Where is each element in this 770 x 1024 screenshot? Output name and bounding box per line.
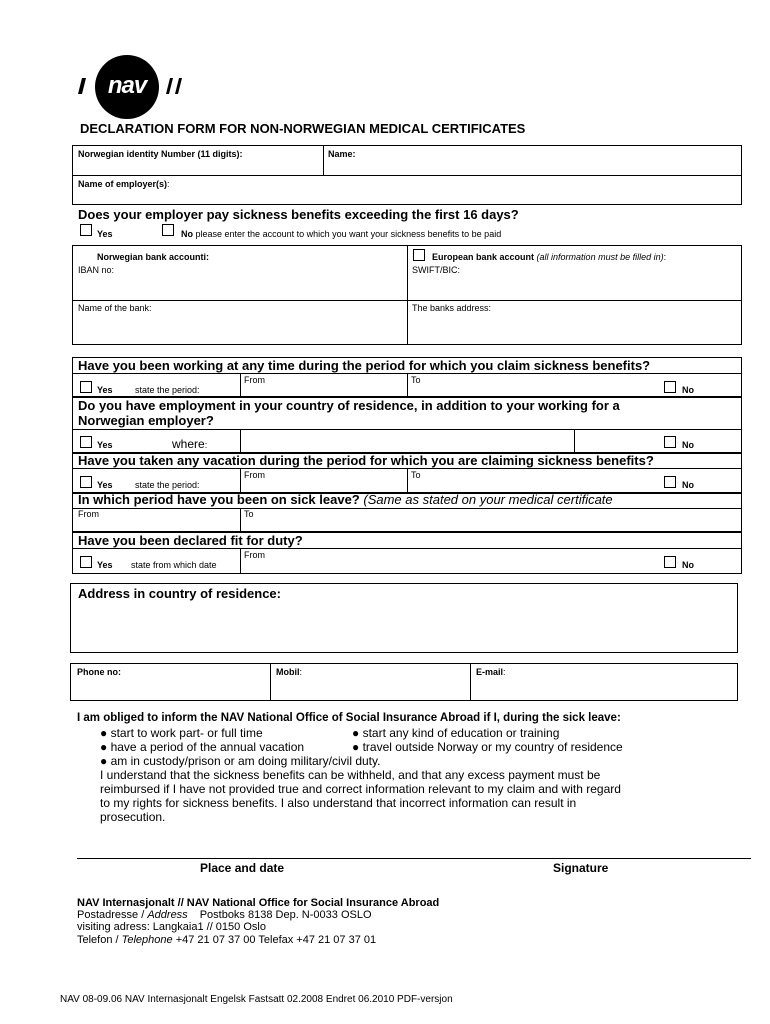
mobil-label: Mobil:	[276, 667, 303, 677]
footer-code: NAV 08-09.06 NAV Internasjonalt Engelsk Fastsatt 02.2008 Endret 06.2010 PDF-versjon	[60, 994, 453, 1005]
european-bank-label: European bank account (all information must be filled in):	[432, 252, 667, 262]
fit-state-label: state from which date	[131, 560, 217, 570]
obligation-text-1: I understand that the sickness benefits can be withheld, and that any excess payment must be	[100, 768, 601, 782]
obligation-bullet-4: ● travel outside Norway or my country of residence	[352, 740, 623, 754]
footer-phone: Telefon / Telephone +47 21 07 37 00 Telefax +47 21 07 37 01	[77, 934, 377, 946]
bank-name-field[interactable]	[73, 315, 406, 344]
working-from-field[interactable]	[241, 386, 406, 396]
sickleave-to-label: To	[244, 509, 254, 519]
norwegian-bank-label: Norwegian bank accounti:	[97, 252, 210, 262]
obligation-bullet-3: ● have a period of the annual vacation	[100, 740, 305, 754]
vacation-to-label: To	[411, 470, 421, 480]
working-to-label: To	[411, 375, 421, 385]
fit-no-checkbox[interactable]	[664, 556, 676, 568]
fit-from-field[interactable]	[241, 561, 656, 573]
swift-field[interactable]	[408, 277, 741, 299]
employment-yes-label: Yes	[97, 440, 113, 450]
sickleave-to-field[interactable]	[241, 520, 741, 531]
fit-no-label: No	[682, 560, 694, 570]
bank-name-label: Name of the bank:	[78, 303, 152, 313]
signature-line	[77, 858, 751, 859]
phone-label: Phone no:	[77, 667, 121, 677]
address-label: Address in country of residence:	[78, 586, 281, 601]
signature-label: Signature	[553, 861, 609, 875]
working-state-label: state the period:	[135, 385, 200, 395]
fit-from-label: From	[244, 550, 265, 560]
iban-label: IBAN no:	[78, 265, 115, 275]
employer-label: Name of employer(s):	[78, 179, 170, 189]
footer-org: NAV Internasjonalt // NAV National Office for Social Insurance Abroad	[77, 897, 440, 909]
working-yes-checkbox[interactable]	[80, 381, 92, 393]
vacation-no-label: No	[682, 480, 694, 490]
vacation-to-field[interactable]	[408, 481, 658, 491]
working-no-checkbox[interactable]	[664, 381, 676, 393]
nav-logo	[72, 50, 187, 125]
employment-where-field[interactable]	[241, 430, 573, 452]
vacation-yes-label: Yes	[97, 480, 113, 490]
obligation-text-3: to my rights for sickness benefits. I also understand that incorrect information can result in	[100, 796, 577, 810]
iban-field[interactable]	[73, 277, 406, 299]
vacation-no-checkbox[interactable]	[664, 476, 676, 488]
working-yes-label: Yes	[97, 385, 113, 395]
obligation-bullet-1: ● start to work part- or full time	[100, 726, 263, 740]
employment-question-line1: Do you have employment in your country of residence, in addition to your working for a	[78, 398, 620, 413]
bank-address-label: The banks address:	[412, 303, 492, 313]
sickpay-yes-label: Yes	[97, 229, 113, 239]
working-question: Have you been working at any time during the period for which you claim sickness benefits?	[78, 358, 651, 373]
vacation-from-field[interactable]	[241, 481, 406, 491]
bank-address-field[interactable]	[408, 315, 741, 344]
sickpay-question: Does your employer pay sickness benefits exceeding the first 16 days?	[78, 207, 519, 222]
phone-field[interactable]	[71, 680, 269, 700]
email-field[interactable]	[471, 680, 737, 700]
sickleave-from-field[interactable]	[73, 520, 239, 531]
sickleave-from-label: From	[78, 509, 99, 519]
obligation-bullet-5: ● am in custody/prison or am doing military/civil duty.	[100, 754, 381, 768]
vacation-question: Have you taken any vacation during the period for which you are claiming sickness benefits?	[78, 453, 654, 468]
employment-question-line2: Norwegian employer?	[78, 413, 214, 428]
employer-field[interactable]	[73, 190, 740, 204]
working-no-label: No	[682, 385, 694, 395]
sickpay-no-label: No please enter the account to which you want your sickness benefits to be paid	[181, 229, 502, 239]
obligation-intro: I am obliged to inform the NAV National Office of Social Insurance Abroad if I, during the sick leave:	[77, 712, 621, 724]
place-date-field[interactable]	[77, 835, 477, 857]
sickpay-no-checkbox[interactable]	[162, 224, 174, 236]
working-to-field[interactable]	[408, 386, 658, 396]
obligation-bullet-2: ● start any kind of education or training	[352, 726, 560, 740]
fit-yes-checkbox[interactable]	[80, 556, 92, 568]
mobil-field[interactable]	[271, 680, 469, 700]
page-title: DECLARATION FORM FOR NON-NORWEGIAN MEDICAL CERTIFICATES	[80, 121, 526, 136]
employment-yes-checkbox[interactable]	[80, 436, 92, 448]
employment-where-label: where:	[172, 437, 208, 451]
swift-label: SWIFT/BIC:	[412, 265, 460, 275]
email-label: E-mail:	[476, 667, 506, 677]
vacation-yes-checkbox[interactable]	[80, 476, 92, 488]
address-field[interactable]	[72, 602, 736, 651]
obligation-text-4: prosecution.	[100, 810, 166, 824]
vacation-from-label: From	[244, 470, 265, 480]
place-date-label: Place and date	[200, 861, 285, 875]
identity-number-field[interactable]	[73, 160, 322, 174]
fit-yes-label: Yes	[97, 560, 113, 570]
sickleave-question: In which period have you been on sick leave? (Same as stated on your medical certificate	[78, 492, 613, 507]
identity-number-label: Norwegian identity Number (11 digits):	[78, 149, 243, 159]
employment-no-label: No	[682, 440, 694, 450]
obligation-text-2: reimbursed if I have not provided true and correct information relevant to my claim and with regard	[100, 782, 621, 796]
name-label: Name:	[328, 149, 356, 159]
sickpay-yes-checkbox[interactable]	[80, 224, 92, 236]
signature-field[interactable]	[480, 835, 750, 857]
name-field[interactable]	[324, 160, 741, 174]
fit-question: Have you been declared fit for duty?	[78, 533, 303, 548]
vacation-state-label: state the period:	[135, 480, 200, 490]
employment-no-checkbox[interactable]	[664, 436, 676, 448]
footer-visit: visiting adress: Langkaia1 // 0150 Oslo	[77, 921, 266, 933]
european-bank-checkbox[interactable]	[413, 249, 425, 261]
footer-postal: Postadresse / Address Postboks 8138 Dep. N-0033 OSLO	[77, 909, 372, 921]
nav-logo-text: nav	[107, 72, 147, 99]
working-from-label: From	[244, 375, 265, 385]
